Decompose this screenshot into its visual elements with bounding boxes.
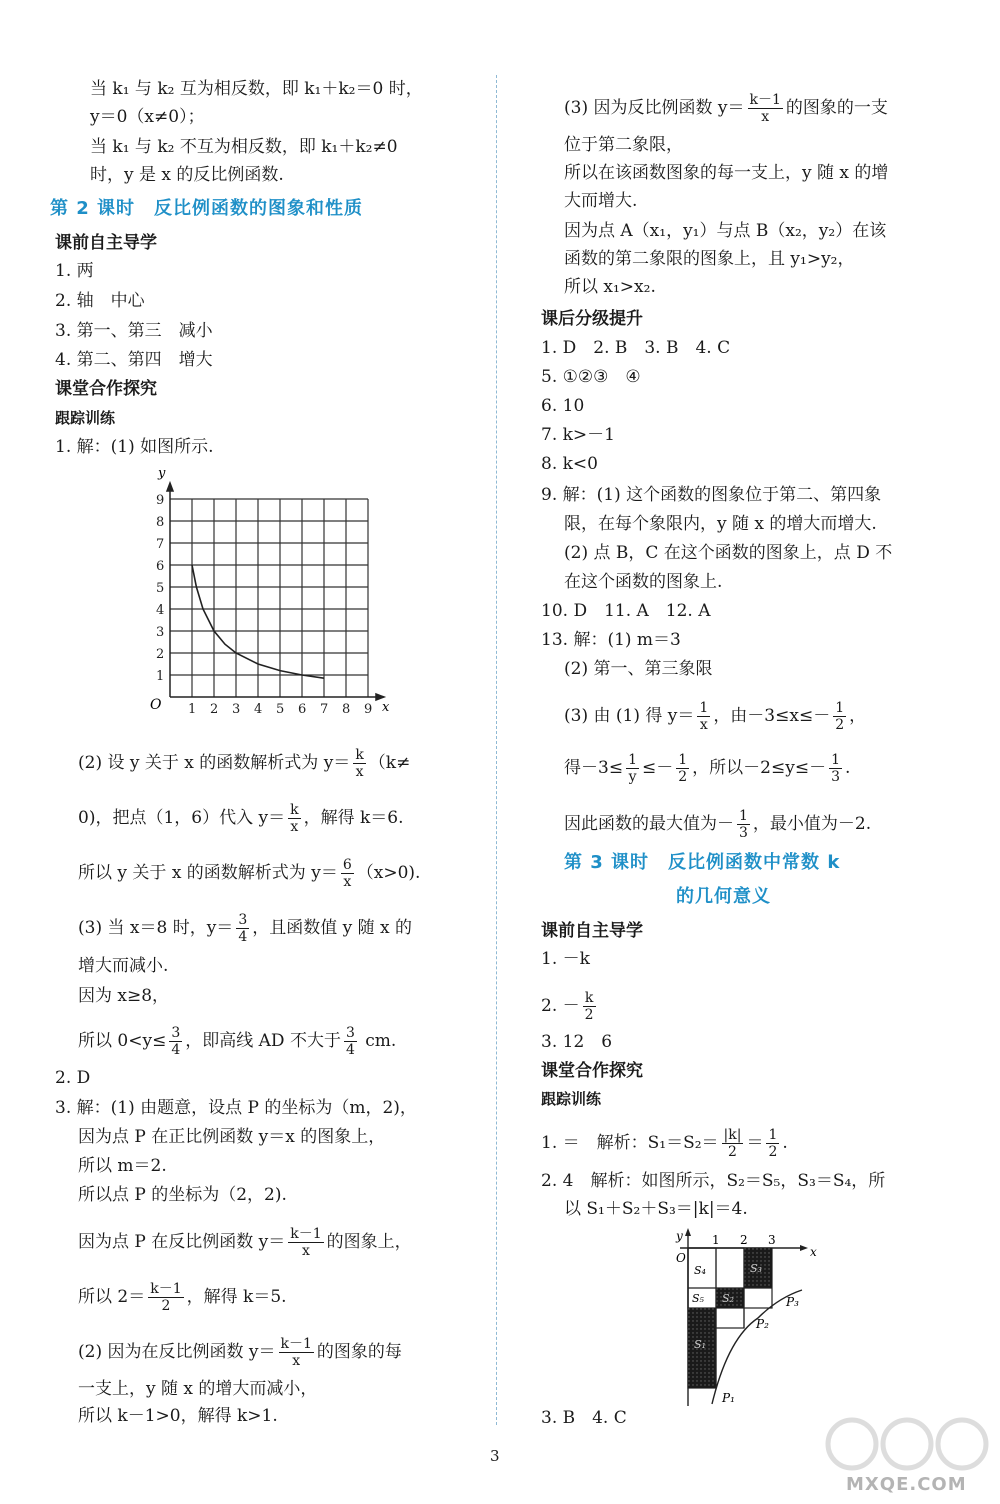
answer-d1: 1. ＝ 解析：S₁＝S₂＝ $\frac{|k|}{2}$ ＝ $\frac{1}{2}$ . — [541, 1127, 788, 1160]
text-line: 所以在该函数图象的每一支上，y 随 x 的增 — [564, 163, 889, 183]
text-line: 因为点 P 在正比例函数 y＝x 的图象上， — [78, 1127, 386, 1147]
text-line: 所以 x₁>x₂. — [564, 277, 656, 297]
answer-line: 3. 第一、第三 减小 — [55, 321, 213, 341]
origin-label: O — [150, 697, 162, 713]
s5-label: S₅ — [692, 1292, 704, 1305]
inverse-function-graph — [138, 465, 398, 723]
answer-line: 1. D 2. B 3. B 4. C — [541, 338, 731, 358]
answer-line: 1. －k — [541, 949, 590, 969]
question-1-part-2: (2) 设 y 关于 x 的函数解析式为 y＝ $\frac{k}{x}$ （k≠ — [78, 747, 411, 780]
answer-line: 7. k>－1 — [541, 425, 615, 445]
section-heading: 课后分级提升 — [541, 309, 643, 329]
question-1-part-3-d: 所以 0<y≤ $\frac{3}{4}$ ，即高线 AD 不大于 $\frac{3}{4}$ cm. — [78, 1025, 397, 1058]
answer-line: 4. 第二、第四 增大 — [55, 350, 213, 370]
s4-label: S₄ — [694, 1264, 706, 1277]
answer-line: 8. k<0 — [541, 454, 598, 474]
geometric-meaning-graph — [668, 1228, 828, 1408]
answer-line: 6. 10 — [541, 396, 585, 416]
section-heading: 课堂合作探究 — [55, 379, 157, 399]
y-axis-arrow — [167, 483, 173, 491]
text-line: y＝0（x≠0）； — [90, 107, 205, 127]
text-line: (2) 第一、第三象限 — [564, 659, 713, 679]
section-heading: 课前自主导学 — [55, 233, 157, 253]
answer-line: 3. 12 6 — [541, 1032, 613, 1052]
text-line: 所以 k－1>0，解得 k>1. — [78, 1406, 278, 1426]
y-tick-label: 6 — [156, 559, 165, 574]
tick-label: 1 — [712, 1233, 720, 1247]
question-3-f: 所以 2＝ $\frac{k-1}{2}$ ，解得 k＝5. — [78, 1281, 287, 1314]
text-line: 函数的第二象限的图象上，且 y₁>y₂， — [564, 249, 855, 269]
x-tick-label: 7 — [320, 702, 329, 717]
lesson-3-title: 第 3 课时 反比例函数中常数 k — [564, 852, 841, 873]
text-line: 一支上，y 随 x 的增大而减小， — [78, 1379, 318, 1399]
s2-label: S₂ — [722, 1292, 734, 1305]
text-line: 增大而减小. — [78, 956, 169, 976]
text-line: 大而增大. — [564, 191, 638, 211]
answer-line: 13. 解：(1) m＝3 — [541, 630, 681, 650]
x-tick-label: 6 — [298, 702, 307, 717]
answer-line: 3. B 4. C — [541, 1408, 627, 1428]
x-tick-label: 9 — [364, 702, 373, 717]
s3-label: S₃ — [750, 1262, 762, 1275]
answer-line: 2. 轴 中心 — [55, 291, 145, 311]
text-line: 所以 m＝2. — [78, 1156, 167, 1176]
x-axis-arrow — [800, 1245, 808, 1251]
answer-line: 1. 两 — [55, 261, 94, 281]
x-tick-label: 2 — [210, 702, 219, 717]
answer-c2: 2. － $\frac{k}{2}$ — [541, 990, 594, 1023]
origin-label: O — [676, 1251, 686, 1265]
p3-label: P₃ — [786, 1295, 799, 1309]
question-3-e: 因为点 P 在反比例函数 y＝ $\frac{k-1}{x}$ 的图象上， — [78, 1226, 412, 1259]
y-tick-label: 7 — [156, 537, 165, 552]
text-line: 限，在每个象限内，y 随 x 的增大而增大. — [564, 514, 877, 534]
question-1-part-2-c: 所以 y 关于 x 的函数解析式为 y＝ $\frac{6}{x}$ （x>0). — [78, 857, 421, 890]
text-line: 当 k₁ 与 k₂ 互为相反数，即 k₁＋k₂＝0 时， — [90, 79, 423, 99]
text-line: 在这个函数的图象上. — [564, 572, 723, 592]
x-axis-label: x — [810, 1245, 817, 1259]
x-tick-label: 3 — [232, 702, 241, 717]
y-axis-label: y — [676, 1229, 683, 1243]
lesson-3-title-cont: 的几何意义 — [676, 886, 771, 907]
lesson-2-title: 第 2 课时 反比例函数的图象和性质 — [50, 198, 364, 219]
y-tick-label: 2 — [156, 647, 165, 662]
p2-label: P₂ — [756, 1317, 769, 1331]
y-tick-label: 1 — [156, 669, 165, 684]
y-tick-label: 8 — [156, 515, 165, 530]
answer-line: 10. D 11. A 12. A — [541, 601, 711, 621]
y-tick-label: 4 — [156, 603, 165, 618]
x-tick-label: 4 — [254, 702, 263, 717]
question-13-c: (3) 由 (1) 得 y＝ $\frac{1}{x}$ ，由－3≤x≤－ $\frac{1}{2}$ ， — [564, 700, 867, 733]
s1-label: S₁ — [694, 1338, 706, 1351]
subsection-heading: 跟踪训练 — [55, 409, 116, 427]
question-1: 1. 解：(1) 如图所示. — [55, 437, 214, 457]
question-2: 2. D — [55, 1068, 91, 1088]
section-heading: 课堂合作探究 — [541, 1061, 643, 1081]
answer-line: 2. 4 解析：如图所示，S₂＝S₅，S₃＝S₄，所 — [541, 1171, 886, 1191]
section-heading: 课前自主导学 — [541, 921, 643, 941]
text-line: 位于第二象限， — [564, 135, 683, 155]
x-tick-label: 5 — [276, 702, 285, 717]
text-line: (2) 点 B，C 在这个函数的图象上，点 D 不 — [564, 543, 893, 563]
text-line: 因为点 A（x₁，y₁）与点 B（x₂，y₂）在该 — [564, 221, 887, 241]
question-3-g: (2) 因为在反比例函数 y＝ $\frac{k-1}{x}$ 的图象的每 — [78, 1336, 402, 1369]
p1-label: P₁ — [722, 1391, 735, 1405]
text-line: 时，y 是 x 的反比例函数. — [90, 165, 284, 185]
question-1-part-2-b: 0)，把点（1，6）代入 y＝ $\frac{k}{x}$ ，解得 k＝6. — [78, 802, 404, 835]
column-divider — [496, 75, 497, 1425]
text-line: 以 S₁＋S₂＋S₃＝|k|＝4. — [564, 1199, 748, 1219]
x-axis-label: x — [382, 700, 390, 715]
page-number: 3 — [490, 1447, 500, 1465]
question-1-part-3: (3) 当 x＝8 时，y＝ $\frac{3}{4}$ ，且函数值 y 随 x 的 — [78, 912, 413, 945]
text-line: 当 k₁ 与 k₂ 不互为相反数，即 k₁＋k₂≠0 — [90, 137, 398, 157]
y-axis-arrow — [685, 1228, 691, 1236]
y-tick-label: 9 — [156, 493, 165, 508]
x-tick-label: 1 — [188, 702, 197, 717]
y-axis-label: y — [158, 466, 166, 481]
question-13-e: 因此函数的最大值为－ $\frac{1}{3}$ ，最小值为－2. — [564, 808, 872, 841]
x-tick-label: 8 — [342, 702, 351, 717]
question-3: 3. 解：(1) 由题意，设点 P 的坐标为（m，2)， — [55, 1098, 417, 1118]
tick-label: 3 — [768, 1233, 776, 1247]
answer-line: 5. ①②③ ④ — [541, 367, 641, 387]
answer-line: 9. 解：(1) 这个函数的图象位于第二、第四象 — [541, 485, 882, 505]
text-line: 因为 x≥8， — [78, 986, 170, 1006]
subsection-heading: 跟踪训练 — [541, 1090, 602, 1108]
watermark-text: MXQE.COM — [846, 1474, 967, 1495]
y-tick-label: 5 — [156, 581, 165, 596]
tick-label: 2 — [740, 1233, 748, 1247]
y-tick-label: 3 — [156, 625, 165, 640]
text-line: 所以点 P 的坐标为（2，2). — [78, 1185, 287, 1205]
question-13-d: 得－3≤ $\frac{1}{y}$ ≤－ $\frac{1}{2}$ ，所以－2≤y≤－ $\frac{1}{3}$ . — [564, 752, 851, 785]
right-line-1: (3) 因为反比例函数 y＝ $\frac{k-1}{x}$ 的图象的一支 — [564, 92, 888, 125]
